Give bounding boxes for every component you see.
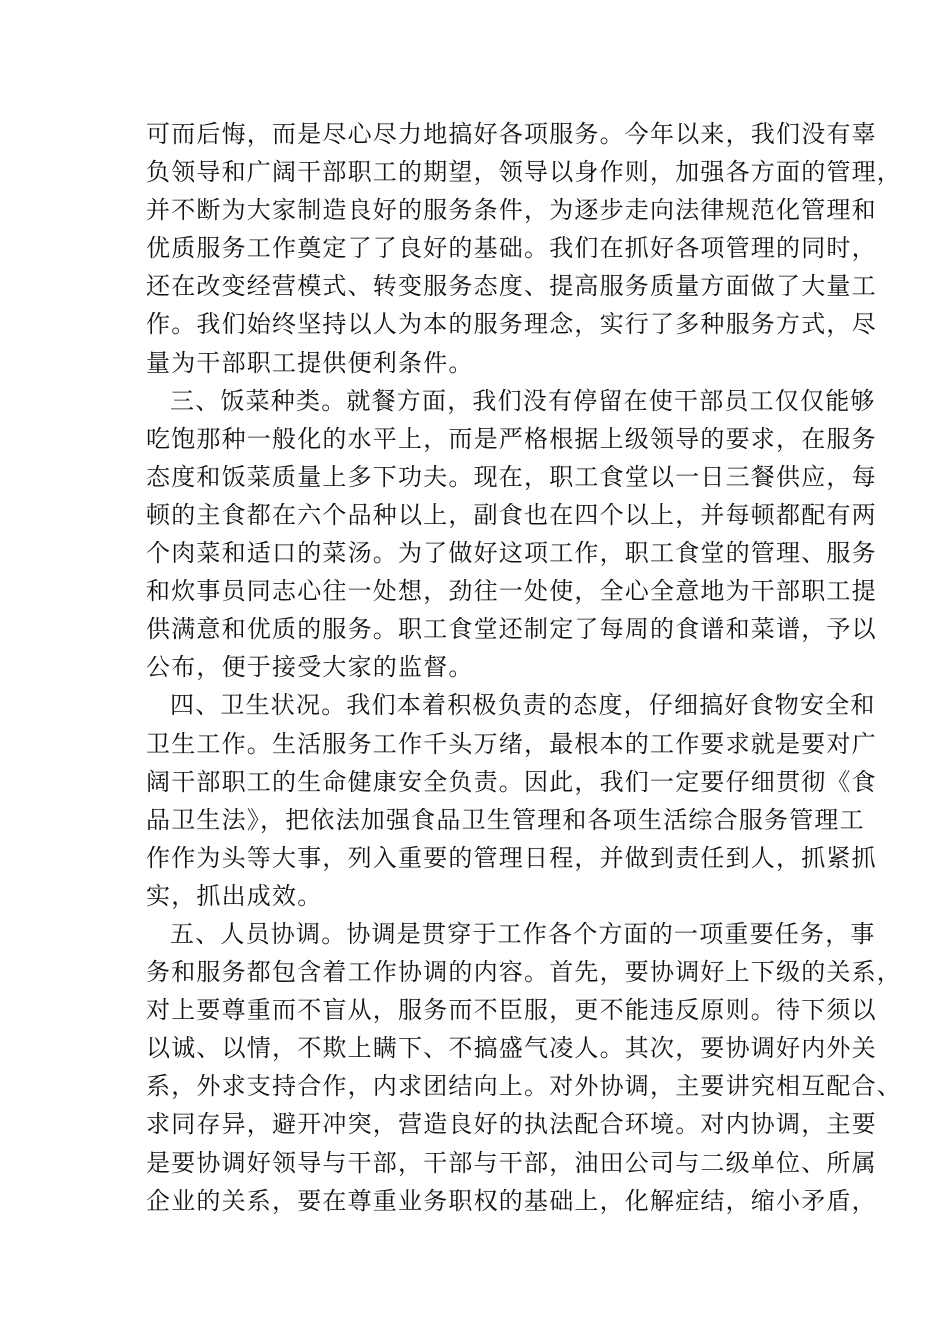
text-line: 还在改变经营模式、转变服务态度、提高服务质量方面做了大量工 bbox=[146, 272, 877, 301]
text-line: 供满意和优质的服务。职工食堂还制定了每周的食谱和菜谱，予以 bbox=[146, 615, 877, 644]
text-line: 系，外求支持合作，内求团结向上。对外协调，主要讲究相互配合、 bbox=[146, 1072, 902, 1101]
text-line: 实，抓出成效。 bbox=[146, 881, 323, 910]
text-line: 可而后悔，而是尽心尽力地搞好各项服务。今年以来，我们没有辜 bbox=[146, 120, 877, 148]
text-line: 阔干部职工的生命健康安全负责。因此，我们一定要仔细贯彻《食 bbox=[146, 767, 877, 796]
text-line: 优质服务工作奠定了了良好的基础。我们在抓好各项管理的同时， bbox=[146, 234, 877, 263]
text-line: 量为干部职工提供便利条件。 bbox=[146, 348, 474, 377]
text-line: 卫生工作。生活服务工作千头万绪，最根本的工作要求就是要对广 bbox=[146, 729, 877, 758]
text-line: 并不断为大家制造良好的服务条件，为逐步走向法律规范化管理和 bbox=[146, 196, 877, 225]
paragraph-start-line: 三、饭菜种类。就餐方面，我们没有停留在使干部员工仅仅能够 bbox=[170, 386, 876, 415]
text-line: 作。我们始终坚持以人为本的服务理念，实行了多种服务方式，尽 bbox=[146, 310, 877, 339]
paragraph-start-line: 四、卫生状况。我们本着积极负责的态度，仔细搞好食物安全和 bbox=[170, 691, 876, 720]
text-line: 吃饱那种一般化的水平上，而是严格根据上级领导的要求，在服务 bbox=[146, 424, 877, 453]
text-line: 是要协调好领导与干部，干部与干部，油田公司与二级单位、所属 bbox=[146, 1148, 877, 1177]
text-line: 公布，便于接受大家的监督。 bbox=[146, 653, 474, 682]
text-line: 态度和饭菜质量上多下功夫。现在，职工食堂以一日三餐供应，每 bbox=[146, 462, 877, 491]
text-line: 作作为头等大事，列入重要的管理日程，并做到责任到人，抓紧抓 bbox=[146, 843, 877, 872]
text-line: 品卫生法》，把依法加强食品卫生管理和各项生活综合服务管理工 bbox=[146, 805, 865, 834]
text-line: 以诚、以情，不欺上瞒下、不搞盛气凌人。其次，要协调好内外关 bbox=[146, 1034, 877, 1063]
text-line: 务和服务都包含着工作协调的内容。首先，要协调好上下级的关系， bbox=[146, 958, 902, 987]
text-line: 企业的关系，要在尊重业务职权的基础上，化解症结，缩小矛盾， bbox=[146, 1186, 877, 1215]
text-line: 顿的主食都在六个品种以上，副食也在四个以上，并每顿都配有两 bbox=[146, 500, 877, 529]
body-text bbox=[146, 115, 902, 1220]
paragraph-start-line: 五、人员协调。协调是贯穿于工作各个方面的一项重要任务，事 bbox=[170, 919, 876, 948]
text-line: 负领导和广阔干部职工的期望，领导以身作则，加强各方面的管理， bbox=[146, 158, 902, 187]
text-line: 求同存异，避开冲突，营造良好的执法配合环境。对内协调，主要 bbox=[146, 1110, 877, 1139]
text-line: 和炊事员同志心往一处想，劲往一处使，全心全意地为干部职工提 bbox=[146, 577, 877, 606]
text-line: 对上要尊重而不盲从，服务而不臣服，更不能违反原则。待下须以 bbox=[146, 996, 877, 1025]
text-line: 个肉菜和适口的菜汤。为了做好这项工作，职工食堂的管理、服务 bbox=[146, 539, 877, 568]
